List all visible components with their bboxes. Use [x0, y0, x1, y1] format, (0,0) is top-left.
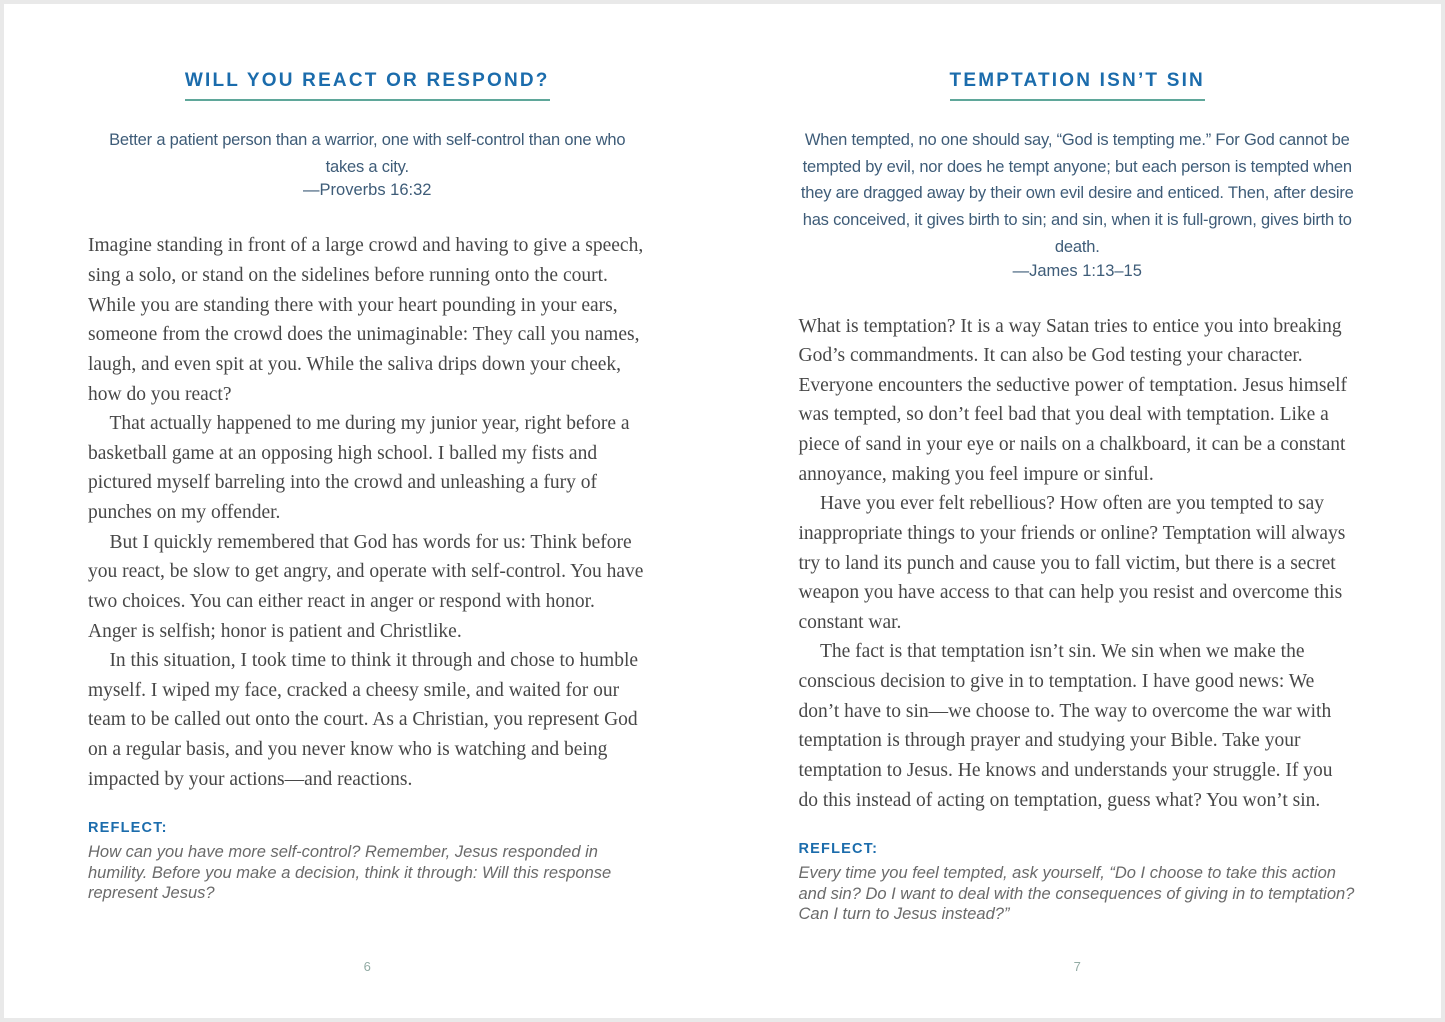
body-text-left [88, 231, 647, 794]
reflect-label-left: REFLECT: [88, 820, 168, 837]
epigraph-attribution-right: —James 1:13–15 [1012, 261, 1142, 280]
page-number-left: 6 [363, 959, 371, 974]
page-right-content [723, 4, 1442, 925]
reflect-text-right: Every time you feel tempted, ask yourself, “Do I choose to take this action and sin? Do I want to deal with the consequences of giving in to temptation? Can I turn to Jesus instead?” [798, 864, 1355, 924]
page-left [4, 4, 723, 1018]
chapter-title-wrap-right [799, 70, 1357, 101]
reflect-label-right: REFLECT: [798, 841, 879, 858]
chapter-title-wrap-left [88, 70, 647, 101]
paragraph: The fact is that temptation isn’t sin. We sin when we make the conscious decision to give in to temptation. I have good news: We don’t have to sin—we choose to. The way to overcome the war with temptation is through prayer and studying your Bible. Take your temptation to Jesus. He knows and understands your struggle. If you do this instead of acting on temptation, guess what? You won’t sin. [798, 641, 1333, 811]
paragraph: Imagine standing in front of a large crowd and having to give a speech, sing a solo, or stand on the sidelines before running onto the court. While you are standing there with your heart pounding in your ears, someone from the crowd does the unimaginable: They call you names, laugh, and even spit at you. While the saliva drips down your cheek, how do you react? [88, 235, 644, 405]
chapter-title-right: TEMPTATION ISN’T SIN [950, 70, 1205, 101]
chapter-title-left: WILL YOU REACT OR RESPOND? [185, 70, 550, 101]
body-text-right [799, 312, 1357, 816]
reflect-section-left [88, 820, 647, 903]
paragraph: That actually happened to me during my junior year, right before a basketball game at an opposing high school. I balled my fists and pictured myself barreling into the crowd and unleashing a fury of punches on my offender. [88, 413, 630, 524]
reflect-section-right [799, 841, 1357, 924]
epigraph-attribution-left: —Proverbs 16:32 [303, 181, 432, 200]
page-right [723, 4, 1442, 1018]
paragraph: In this situation, I took time to think it through and chose to humble myself. I wiped my face, cracked a cheesy smile, and waited for our team to be called out onto the court. As a Christian, you represent God on a regular basis, and you never know who is watching and being impacted by your actions—and reactions. [88, 650, 639, 790]
epigraph-left: Better a patient person than a warrior, one with self-control than one who takes a city. [109, 131, 626, 176]
epigraph-right: When tempted, no one should say, “God is tempting me.” For God cannot be tempted by evil, nor does he tempt anyone; but each person is tempted when they are dragged away by their own evil desire and enticed. Then, after desire has conceived, it gives birth to sin; and sin, when it is full-grown, gives birth to death. [800, 131, 1354, 256]
paragraph: But I quickly remembered that God has words for us: Think before you react, be slow to get angry, and operate with self-control. You have two choices. You can either react in anger or respond with honor. Anger is selfish; honor is patient and Christlike. [88, 531, 644, 642]
paragraph: What is temptation? It is a way Satan tries to entice you into breaking God’s commandments. It can also be God testing your character. Everyone encounters the seductive power of temptation. Jesus himself was tempted, so don’t feel bad that you deal with temptation. Like a piece of sand in your eye or nails on a chalkboard, it can be a constant annoyance, making you feel impure or sinful. [798, 315, 1348, 485]
reflect-text-left: How can you have more self-control? Remember, Jesus responded in humility. Before you make a decision, think it through: Will this response represent Jesus? [88, 843, 612, 903]
paragraph: Have you ever felt rebellious? How often are you tempted to say inappropriate things to your friends or online? Temptation will always try to land its punch and cause you to fall victim, but there is a secret weapon you have access to that can help you resist and overcome this constant war. [798, 493, 1346, 633]
page-left-content [4, 4, 723, 904]
page-number-right: 7 [1073, 959, 1081, 974]
